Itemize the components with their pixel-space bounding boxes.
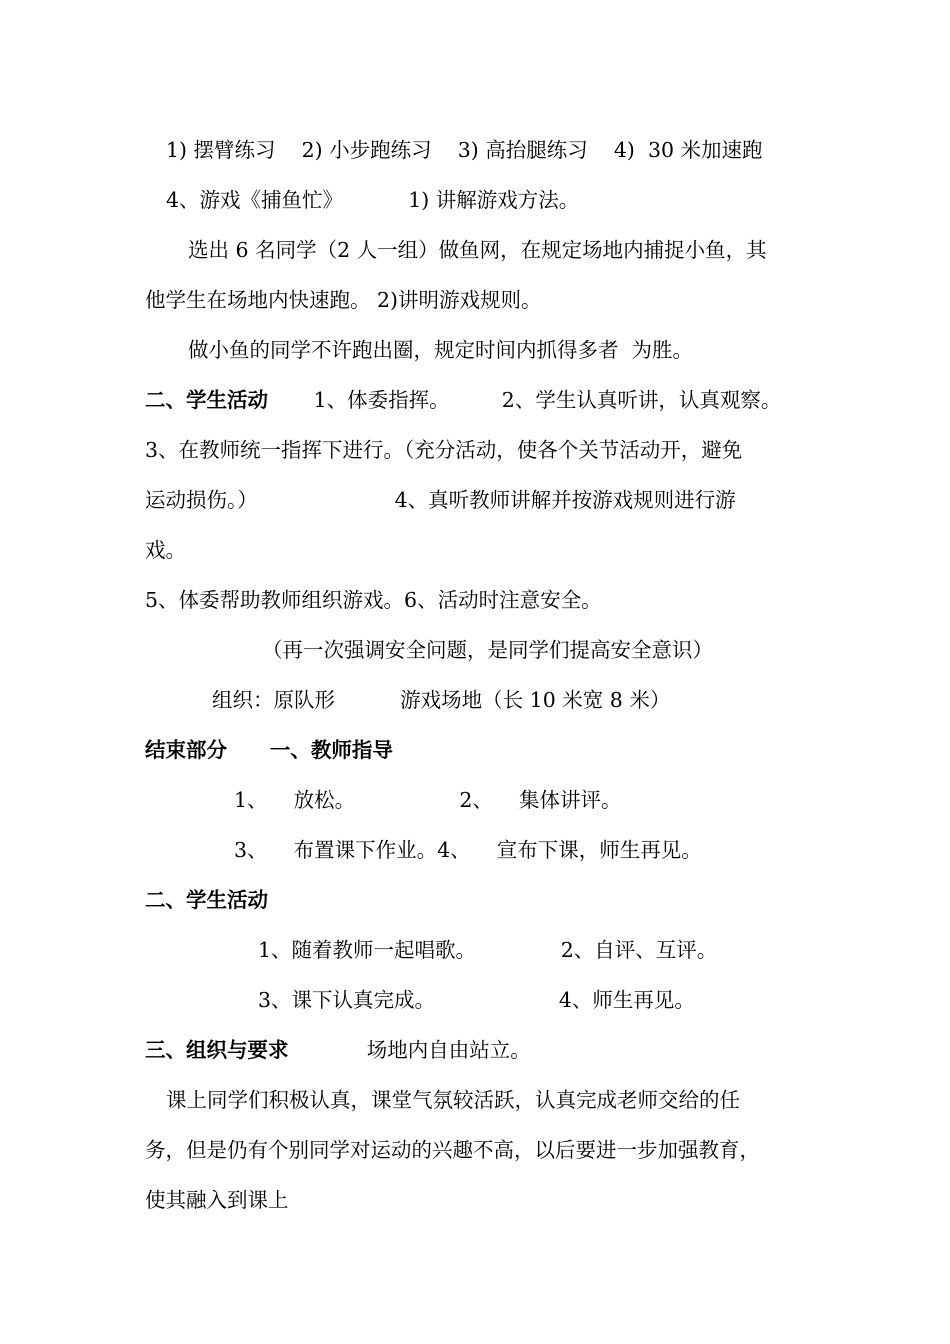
text-line: 使其融入到课上: [145, 1188, 289, 1212]
text-fragment: 1、体委指挥。 2、学生认真听讲，认真观察。: [268, 388, 782, 412]
text-line: 5、体委帮助教师组织游戏。6、活动时注意安全。: [145, 588, 602, 612]
text-line: 戏。: [145, 538, 186, 562]
text-line: 做小鱼的同学不许跑出圈，规定时间内抓得多者 为胜。: [188, 338, 694, 362]
text-line: 3、 布置课下作业。4、 宣布下课，师生再见。: [234, 838, 702, 862]
text-line: 组织：原队形 游戏场地（长 10 米宽 8 米）: [212, 688, 671, 712]
text-line: [145, 386, 781, 414]
text-line: [145, 1036, 531, 1064]
section-heading: 二、学生活动: [145, 888, 268, 912]
text-line: 他学生在场地内快速跑。 2)讲明游戏规则。: [145, 288, 542, 312]
text-line: 4、游戏《捕鱼忙》 1) 讲解游戏方法。: [166, 188, 580, 212]
text-line: 3、在教师统一指挥下进行。（充分活动，使各个关节活动开，避免: [145, 438, 743, 462]
text-fragment: 场地内自由站立。: [288, 1038, 531, 1062]
section-heading: 结束部分 一、教师指导: [145, 738, 393, 762]
text-line: （再一次强调安全问题，是同学们提高安全意识）: [262, 638, 713, 662]
text-line: 1、随着教师一起唱歌。 2、自评、互评。: [258, 938, 718, 962]
text-line: 运动损伤。） 4、真听教师讲解并按游戏规则进行游: [145, 488, 736, 512]
text-line: 选出 6 名同学（2 人一组）做鱼网，在规定场地内捕捉小鱼，其: [188, 238, 767, 262]
section-heading: 三、组织与要求: [145, 1038, 289, 1062]
text-line: 1、 放松。 2、 集体讲评。: [234, 788, 622, 812]
text-line: 1) 摆臂练习 2) 小步跑练习 3) 高抬腿练习 4) 30 米加速跑: [166, 138, 763, 162]
text-line: 课上同学们积极认真，课堂气氛较活跃，认真完成老师交给的任: [166, 1088, 740, 1112]
text-line: 3、课下认真完成。 4、师生再见。: [258, 988, 695, 1012]
text-line: 务，但是仍有个别同学对运动的兴趣不高，以后要进一步加强教育，: [145, 1138, 760, 1162]
section-heading: 二、学生活动: [145, 388, 268, 412]
